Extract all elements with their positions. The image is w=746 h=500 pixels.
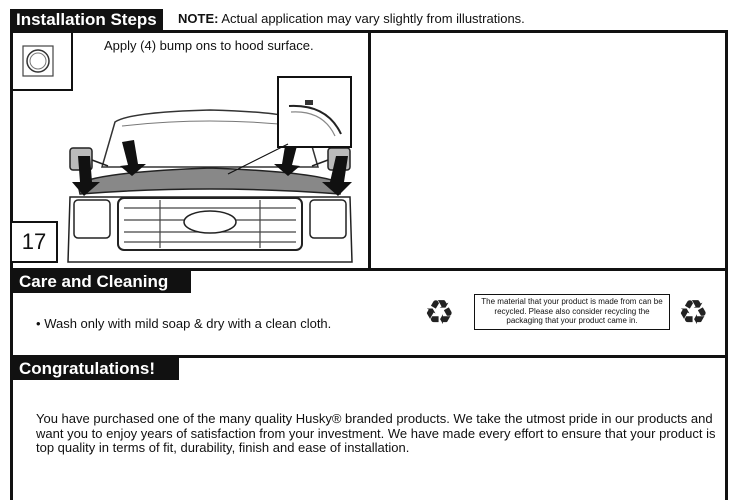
installation-title: Installation Steps: [10, 9, 163, 31]
recycle-icon-right: ♻: [678, 294, 709, 332]
recycle-note: The material that your product is made from can be recycled. Please also consider recycling the packaging that your product came in.: [474, 294, 670, 330]
care-right-border: [725, 271, 728, 355]
care-instruction: [36, 316, 331, 331]
congrats-title: Congratulations!: [13, 358, 179, 380]
recycle-icon: ♻: [424, 294, 455, 332]
care-title: Care and Cleaning: [13, 271, 191, 293]
congrats-paragraph: You have purchased one of the many quality Husky® branded products. We take the utmost pride in our products and want you to enjoy years of satisfaction from your investment. We have made every effort to ensure that your product is top quality in terms of fit, durability, finish and ease of installation.: [36, 411, 716, 455]
congrats-left-border: [10, 358, 13, 500]
step-instruction: Apply (4) bump ons to hood surface.: [104, 38, 314, 53]
care-bullet: •: [36, 316, 41, 331]
care-left-border: [10, 271, 13, 355]
step-divider: [368, 33, 371, 268]
note-label: NOTE:: [178, 11, 219, 26]
care-instruction-text: Wash only with mild soap & dry with a clean cloth.: [44, 316, 332, 331]
congrats-right-border: [725, 358, 728, 500]
installation-note: [178, 11, 525, 26]
step-number: 17: [10, 221, 58, 263]
detail-inset-icon: [277, 76, 352, 148]
note-text: Actual application may vary slightly from illustrations.: [218, 11, 525, 26]
inset-leader-line: [220, 140, 300, 180]
